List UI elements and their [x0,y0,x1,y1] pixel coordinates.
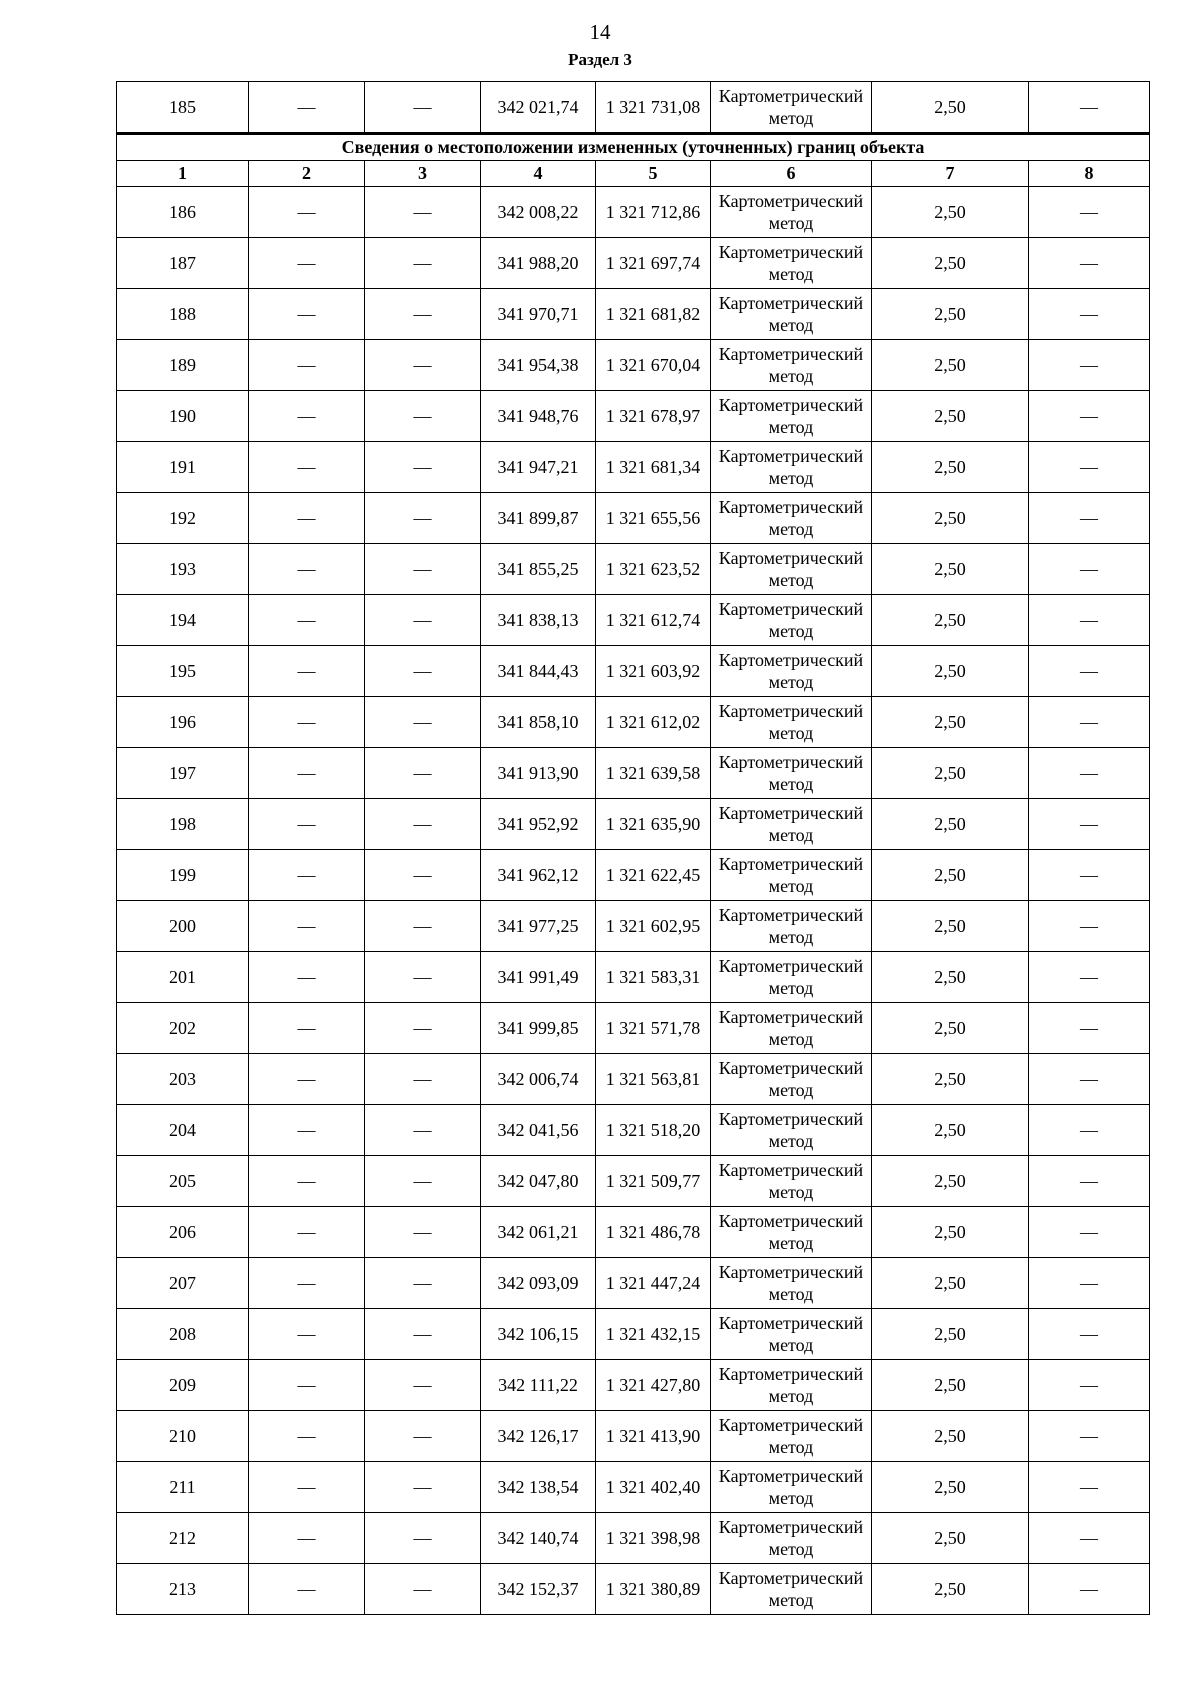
cell-col-8: — [1029,1360,1150,1411]
cell-method: Картометрический метод [711,289,872,340]
cell-y-coordinate: 1 321 380,89 [596,1564,711,1615]
cell-col-8: — [1029,952,1150,1003]
cell-x-coordinate: 342 111,22 [481,1360,596,1411]
cell-col-2: — [249,493,365,544]
cell-col-8: — [1029,1003,1150,1054]
cell-y-coordinate: 1 321 697,74 [596,238,711,289]
table-row [117,187,1150,238]
cell-col-3: — [365,952,481,1003]
cell-point-number: 191 [117,442,249,493]
cell-point-number: 195 [117,646,249,697]
table-row [117,493,1150,544]
cell-col-3: — [365,1360,481,1411]
table-caption-row [117,134,1150,161]
cell-x-coordinate: 341 988,20 [481,238,596,289]
column-number: 4 [481,161,596,187]
cell-col-3: — [365,1207,481,1258]
cell-col-8: — [1029,799,1150,850]
cell-accuracy: 2,50 [872,1360,1029,1411]
cell-x-coordinate: 342 138,54 [481,1462,596,1513]
cell-accuracy: 2,50 [872,901,1029,952]
column-number: 8 [1029,161,1150,187]
cell-y-coordinate: 1 321 402,40 [596,1462,711,1513]
table-row [117,748,1150,799]
cell-y-coordinate: 1 321 639,58 [596,748,711,799]
cell-col-8: — [1029,1258,1150,1309]
cell-col-3: — [365,799,481,850]
cell-x-coordinate: 342 126,17 [481,1411,596,1462]
cell-y-coordinate: 1 321 623,52 [596,544,711,595]
cell-col-8: — [1029,1054,1150,1105]
cell-col-2: — [249,391,365,442]
cell-point-number: 202 [117,1003,249,1054]
cell-x-coordinate: 341 913,90 [481,748,596,799]
section-title: Раздел 3 [568,50,632,69]
cell-x-coordinate: 341 954,38 [481,340,596,391]
table-row [117,1462,1150,1513]
table-row [117,697,1150,748]
cell-accuracy: 2,50 [872,544,1029,595]
cell-point-number: 208 [117,1309,249,1360]
cell-col-8: — [1029,1411,1150,1462]
cell-y-coordinate: 1 321 447,24 [596,1258,711,1309]
cell-y-coordinate: 1 321 603,92 [596,646,711,697]
cell-col-3: — [365,1462,481,1513]
cell-method: Картометрический метод [711,697,872,748]
cell-x-coordinate: 341 962,12 [481,850,596,901]
cell-x-coordinate: 341 977,25 [481,901,596,952]
table-row [117,1258,1150,1309]
cell-x-coordinate: 341 855,25 [481,544,596,595]
cell-method: Картометрический метод [711,748,872,799]
cell-method: Картометрический метод [711,1411,872,1462]
cell-col-8: — [1029,187,1150,238]
cell-accuracy: 2,50 [872,1156,1029,1207]
table-row [117,1054,1150,1105]
cell-accuracy: 2,50 [872,1105,1029,1156]
cell-col-8: — [1029,595,1150,646]
cell-col-3: — [365,1411,481,1462]
cell-accuracy: 2,50 [872,1309,1029,1360]
cell-point-number: 203 [117,1054,249,1105]
cell-accuracy: 2,50 [872,493,1029,544]
column-number: 3 [365,161,481,187]
cell-point-number: 200 [117,901,249,952]
cell-accuracy: 2,50 [872,1513,1029,1564]
cell-col-2: — [249,187,365,238]
cell-col-3: — [365,1513,481,1564]
table-body [117,82,1150,1615]
cell-method: Картометрический метод [711,1003,872,1054]
cell-x-coordinate: 341 858,10 [481,697,596,748]
cell-col-3: — [365,1105,481,1156]
cell-method: Картометрический метод [711,1207,872,1258]
cell-col-3: — [365,697,481,748]
cell-col-3: — [365,82,481,134]
cell-x-coordinate: 341 947,21 [481,442,596,493]
cell-col-8: — [1029,1462,1150,1513]
cell-col-8: — [1029,289,1150,340]
cell-y-coordinate: 1 321 731,08 [596,82,711,134]
cell-x-coordinate: 341 948,76 [481,391,596,442]
cell-col-2: — [249,1207,365,1258]
column-number: 7 [872,161,1029,187]
cell-accuracy: 2,50 [872,238,1029,289]
cell-accuracy: 2,50 [872,697,1029,748]
cell-point-number: 187 [117,238,249,289]
cell-col-2: — [249,1258,365,1309]
cell-accuracy: 2,50 [872,1054,1029,1105]
cell-y-coordinate: 1 321 427,80 [596,1360,711,1411]
cell-x-coordinate: 342 006,74 [481,1054,596,1105]
cell-col-8: — [1029,1513,1150,1564]
cell-col-8: — [1029,697,1150,748]
cell-col-8: — [1029,850,1150,901]
cell-point-number: 209 [117,1360,249,1411]
cell-method: Картометрический метод [711,1054,872,1105]
cell-accuracy: 2,50 [872,952,1029,1003]
cell-col-2: — [249,1054,365,1105]
cell-method: Картометрический метод [711,595,872,646]
cell-col-3: — [365,340,481,391]
cell-accuracy: 2,50 [872,850,1029,901]
cell-x-coordinate: 341 844,43 [481,646,596,697]
cell-y-coordinate: 1 321 413,90 [596,1411,711,1462]
table-row [117,289,1150,340]
cell-method: Картометрический метод [711,646,872,697]
cell-y-coordinate: 1 321 670,04 [596,340,711,391]
cell-col-2: — [249,901,365,952]
cell-col-2: — [249,748,365,799]
cell-col-8: — [1029,901,1150,952]
cell-col-8: — [1029,1105,1150,1156]
cell-accuracy: 2,50 [872,1207,1029,1258]
cell-accuracy: 2,50 [872,391,1029,442]
cell-col-3: — [365,1156,481,1207]
table-row [117,901,1150,952]
cell-point-number: 210 [117,1411,249,1462]
cell-method: Картометрический метод [711,340,872,391]
cell-accuracy: 2,50 [872,442,1029,493]
cell-point-number: 189 [117,340,249,391]
cell-col-2: — [249,646,365,697]
cell-point-number: 213 [117,1564,249,1615]
cell-col-3: — [365,442,481,493]
cell-point-number: 196 [117,697,249,748]
cell-col-8: — [1029,748,1150,799]
cell-col-3: — [365,1258,481,1309]
cell-accuracy: 2,50 [872,595,1029,646]
cell-col-2: — [249,442,365,493]
cell-col-3: — [365,901,481,952]
cell-method: Картометрический метод [711,850,872,901]
cell-y-coordinate: 1 321 655,56 [596,493,711,544]
cell-y-coordinate: 1 321 635,90 [596,799,711,850]
cell-col-2: — [249,1309,365,1360]
cell-y-coordinate: 1 321 681,34 [596,442,711,493]
table-row [117,1513,1150,1564]
cell-y-coordinate: 1 321 509,77 [596,1156,711,1207]
column-number: 2 [249,161,365,187]
table-row [117,238,1150,289]
cell-y-coordinate: 1 321 583,31 [596,952,711,1003]
cell-x-coordinate: 341 970,71 [481,289,596,340]
cell-col-2: — [249,799,365,850]
cell-col-2: — [249,1105,365,1156]
table-row [117,391,1150,442]
cell-method: Картометрический метод [711,1258,872,1309]
table-row [117,1309,1150,1360]
table-row [117,850,1150,901]
cell-x-coordinate: 342 008,22 [481,187,596,238]
cell-accuracy: 2,50 [872,187,1029,238]
cell-point-number: 188 [117,289,249,340]
cell-point-number: 212 [117,1513,249,1564]
cell-point-number: 185 [117,82,249,134]
cell-y-coordinate: 1 321 681,82 [596,289,711,340]
cell-point-number: 204 [117,1105,249,1156]
cell-y-coordinate: 1 321 622,45 [596,850,711,901]
cell-col-3: — [365,391,481,442]
cell-y-coordinate: 1 321 678,97 [596,391,711,442]
cell-method: Картометрический метод [711,1105,872,1156]
cell-y-coordinate: 1 321 612,02 [596,697,711,748]
cell-col-3: — [365,238,481,289]
cell-col-2: — [249,1003,365,1054]
cell-method: Картометрический метод [711,187,872,238]
table-row [117,82,1150,134]
cell-method: Картометрический метод [711,544,872,595]
table-row [117,1207,1150,1258]
cell-y-coordinate: 1 321 432,15 [596,1309,711,1360]
cell-col-2: — [249,1564,365,1615]
cell-accuracy: 2,50 [872,646,1029,697]
table-row [117,544,1150,595]
cell-method: Картометрический метод [711,799,872,850]
cell-y-coordinate: 1 321 602,95 [596,901,711,952]
cell-y-coordinate: 1 321 486,78 [596,1207,711,1258]
cell-x-coordinate: 342 152,37 [481,1564,596,1615]
cell-col-2: — [249,1462,365,1513]
cell-x-coordinate: 342 021,74 [481,82,596,134]
cell-point-number: 206 [117,1207,249,1258]
cell-x-coordinate: 341 952,92 [481,799,596,850]
cell-point-number: 205 [117,1156,249,1207]
cell-method: Картометрический метод [711,442,872,493]
cell-col-2: — [249,340,365,391]
cell-col-8: — [1029,1207,1150,1258]
table-row [117,1003,1150,1054]
table-row [117,1105,1150,1156]
cell-col-3: — [365,595,481,646]
cell-col-2: — [249,238,365,289]
cell-x-coordinate: 341 838,13 [481,595,596,646]
cell-x-coordinate: 342 041,56 [481,1105,596,1156]
cell-y-coordinate: 1 321 518,20 [596,1105,711,1156]
cell-point-number: 207 [117,1258,249,1309]
cell-accuracy: 2,50 [872,1258,1029,1309]
cell-method: Картометрический метод [711,901,872,952]
cell-method: Картометрический метод [711,1462,872,1513]
cell-method: Картометрический метод [711,493,872,544]
cell-accuracy: 2,50 [872,82,1029,134]
cell-method: Картометрический метод [711,1156,872,1207]
cell-accuracy: 2,50 [872,1411,1029,1462]
table-row [117,799,1150,850]
cell-y-coordinate: 1 321 612,74 [596,595,711,646]
cell-col-2: — [249,850,365,901]
cell-point-number: 197 [117,748,249,799]
cell-x-coordinate: 342 047,80 [481,1156,596,1207]
cell-col-8: — [1029,1564,1150,1615]
table-row [117,1156,1150,1207]
cell-point-number: 192 [117,493,249,544]
cell-col-8: — [1029,493,1150,544]
cell-method: Картометрический метод [711,1360,872,1411]
cell-point-number: 211 [117,1462,249,1513]
cell-col-2: — [249,1360,365,1411]
cell-col-3: — [365,748,481,799]
table-row [117,646,1150,697]
cell-col-2: — [249,289,365,340]
cell-col-8: — [1029,1156,1150,1207]
cell-col-2: — [249,595,365,646]
cell-col-3: — [365,1309,481,1360]
cell-col-3: — [365,187,481,238]
coordinates-table [116,81,1150,1615]
cell-col-8: — [1029,544,1150,595]
cell-method: Картометрический метод [711,1309,872,1360]
cell-col-8: — [1029,82,1150,134]
table-row [117,1411,1150,1462]
cell-col-3: — [365,646,481,697]
cell-accuracy: 2,50 [872,799,1029,850]
table-row [117,952,1150,1003]
cell-accuracy: 2,50 [872,340,1029,391]
cell-point-number: 193 [117,544,249,595]
cell-method: Картометрический метод [711,391,872,442]
cell-col-8: — [1029,238,1150,289]
cell-point-number: 198 [117,799,249,850]
cell-col-3: — [365,493,481,544]
cell-accuracy: 2,50 [872,748,1029,799]
cell-y-coordinate: 1 321 398,98 [596,1513,711,1564]
cell-col-3: — [365,1564,481,1615]
cell-col-8: — [1029,442,1150,493]
column-number: 1 [117,161,249,187]
cell-col-8: — [1029,1309,1150,1360]
cell-method: Картометрический метод [711,1513,872,1564]
table-row [117,442,1150,493]
cell-point-number: 201 [117,952,249,1003]
cell-accuracy: 2,50 [872,289,1029,340]
cell-point-number: 199 [117,850,249,901]
cell-method: Картометрический метод [711,1564,872,1615]
cell-method: Картометрический метод [711,952,872,1003]
cell-col-3: — [365,544,481,595]
column-number: 6 [711,161,872,187]
table-row [117,595,1150,646]
page-number: 14 [589,20,611,44]
cell-col-2: — [249,1411,365,1462]
cell-point-number: 186 [117,187,249,238]
cell-x-coordinate: 341 991,49 [481,952,596,1003]
cell-col-2: — [249,1156,365,1207]
cell-col-8: — [1029,646,1150,697]
column-number: 5 [596,161,711,187]
table-row [117,1564,1150,1615]
cell-col-3: — [365,1054,481,1105]
cell-col-3: — [365,289,481,340]
cell-col-2: — [249,952,365,1003]
cell-accuracy: 2,50 [872,1003,1029,1054]
cell-x-coordinate: 341 899,87 [481,493,596,544]
cell-x-coordinate: 342 106,15 [481,1309,596,1360]
cell-col-2: — [249,82,365,134]
cell-method: Картометрический метод [711,82,872,134]
cell-y-coordinate: 1 321 563,81 [596,1054,711,1105]
cell-x-coordinate: 342 061,21 [481,1207,596,1258]
cell-col-2: — [249,1513,365,1564]
cell-accuracy: 2,50 [872,1564,1029,1615]
column-numbers-row [117,161,1150,187]
cell-accuracy: 2,50 [872,1462,1029,1513]
table-row [117,1360,1150,1411]
cell-y-coordinate: 1 321 712,86 [596,187,711,238]
cell-col-2: — [249,697,365,748]
cell-x-coordinate: 341 999,85 [481,1003,596,1054]
cell-x-coordinate: 342 093,09 [481,1258,596,1309]
cell-y-coordinate: 1 321 571,78 [596,1003,711,1054]
table-caption: Сведения о местоположении измененных (уточненных) границ объекта [117,134,1150,161]
cell-col-2: — [249,544,365,595]
cell-col-8: — [1029,391,1150,442]
cell-method: Картометрический метод [711,238,872,289]
cell-col-3: — [365,1003,481,1054]
cell-point-number: 194 [117,595,249,646]
cell-col-3: — [365,850,481,901]
cell-x-coordinate: 342 140,74 [481,1513,596,1564]
cell-col-8: — [1029,340,1150,391]
cell-point-number: 190 [117,391,249,442]
table-row [117,340,1150,391]
